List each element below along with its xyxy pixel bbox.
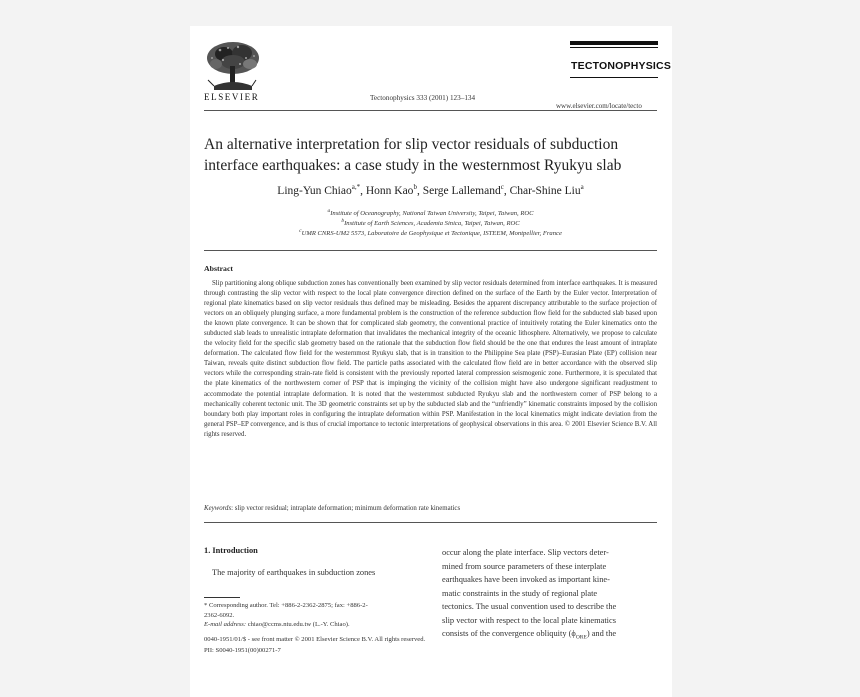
journal-brand-rules: [570, 41, 658, 48]
author-name: Honn Kao: [365, 184, 414, 197]
affiliation-mark: b: [341, 218, 345, 224]
author-list: [204, 183, 657, 197]
author-affiliation-mark: b: [413, 183, 417, 191]
email-address[interactable]: chiao@ccms.ntu.edu.tw (L.-Y. Chiao).: [246, 621, 350, 629]
footnote-line: 2362-6092.: [204, 611, 235, 619]
author-name: Char-Shine Liu: [509, 184, 581, 197]
article-title-line: interface earthquakes: a case study in the westernmost Ryukyu slab: [204, 157, 622, 174]
body-line-text: consists of the convergence obliquity (ϕ: [442, 629, 576, 638]
affiliation: [204, 228, 657, 237]
journal-brand-underline: [570, 77, 658, 78]
body-line: mined from source parameters of these interplate: [442, 561, 607, 571]
body-line: occur along the plate interface. Slip vectors deter-: [442, 548, 609, 557]
article-title: [204, 134, 657, 176]
affiliation-text: Institute of Oceanography, National Taiwan University, Taipei, Taiwan, ROC: [330, 210, 534, 218]
author-affiliation-mark: a: [580, 183, 584, 191]
author-separator: ,: [360, 184, 366, 197]
journal-citation: Tectonophysics 333 (2001) 123–134: [370, 94, 476, 102]
body-line: matic constraints in the study of regional plate: [442, 588, 598, 598]
footnote-corresponding: [204, 601, 419, 630]
author-affiliation-mark: a,*: [351, 183, 361, 191]
body-line: tectonics. The usual convention used to describe the: [442, 602, 617, 611]
journal-url[interactable]: www.elsevier.com/locate/tecto: [556, 102, 642, 110]
left-column: [204, 546, 419, 580]
footnote-email: [204, 620, 419, 630]
intro-paragraph-start: The majority of earthquakes in subduction zones: [212, 568, 376, 577]
affiliation-text: UMR CNRS-UM2 5573, Laboratoire de Geophysique et Tectonique, ISTEEM, Montpellier, France: [301, 230, 562, 238]
body-line: earthquakes have been invoked as important kine-: [442, 575, 610, 584]
author-name: Ling-Yun Chiao: [277, 184, 352, 197]
author-separator: ,: [503, 184, 510, 197]
header-divider: [204, 110, 657, 111]
article-title-line: An alternative interpretation for slip vector residuals of subduction: [204, 136, 619, 153]
body-line: [442, 627, 657, 645]
email-label: E-mail address:: [204, 621, 247, 629]
affiliation: [204, 208, 657, 217]
abstract-bottom-divider: [204, 522, 657, 523]
obliquity-subscript: ORE: [575, 634, 587, 641]
front-matter-line: 0040-1951/01/$ - see front matter © 2001 Elsevier Science B.V. All rights reserved.: [204, 636, 426, 643]
abstract-heading: Abstract: [204, 264, 234, 273]
body-line: slip vector with respect to the local plate kinematics: [442, 615, 616, 625]
pii-line: PII: S0040-1951(00)00271-7: [204, 647, 281, 654]
author-separator: ,: [416, 184, 423, 197]
paper-page: [190, 26, 672, 697]
journal-name: TECTONOPHYSICS: [571, 60, 672, 72]
author-name: Serge Lallemand: [422, 184, 501, 197]
publisher-name: ELSEVIER: [204, 92, 260, 102]
keywords-label: Keywords: [204, 505, 232, 512]
abstract-body: Slip partitioning along oblique subduction zones has conventionally been examined by slip vector residuals determined from interface earthquakes. It is measured through contrasting the slip vector with respect to the local plate convergence direction defined on the surface of the Earth by the Euler vector. Interpretation of regional plate kinematics based on slip vector residuals thus defined may be misleading. Besides the apparent discrepancy attributable to the surface projection of vectors on an obliquely plunging surface, a more fundamental problem is the construction of the reference subduction flow field for the subducted slab based upon the known plate convergence. It can be shown that for complicated slab geometry, the conventional practice of intuitively rotating the Euler kinematics onto the subducted slab leads to unrealistic intraplate deformation that invalidates the mechanical integrity of the oceanic lithosphere. Alternatively, we propose to calculate the velocity field for the specific slab geometry based on the rationale that the subduction flow field should be the one that endures the least amount of intraplate deformation. The calculated flow field for the westernmost Ryukyu slab, that is in transition to the Philippine Sea plate (PSP)–Eurasian Plate (EP) collision near Taiwan, reveals quite distinct subduction flow field. The particle paths associated with the calculated flow field are in better accordance with the observed slip vectors while the corresponding strain-rate field is consistent with the previously reported lateral compression seismogenic zone. Furthermore, it is speculated that the plate kinematics of the northwestern corner of PSP that is impinging the vicinity of the collision might have also undergone significant readjustment to accommodate the potential intraplate deformation. It is noted that the westernmost subducted Ryukyu slab and the northwestern corner of PSP belong to a mechanically coherent tectonic unit. The 3D geometric constraints set up by the subducted slab and the “unfriendly” kinematic constraints imposed by the collision boundary both play important roles in configuring the intraplate deformation within PSP. Manifestation in the local kinematics might indicate deviation from the general PSP–EP convergence, and is thus of crucial importance to tectonic interpretations of geophysical observations in this area. © 2001 Elsevier Science B.V. All rights reserved.: [204, 280, 657, 438]
affiliation-mark: c: [299, 228, 302, 234]
author-affiliation-mark: c: [500, 183, 504, 191]
keywords: [204, 505, 657, 512]
footnote-line: * Corresponding author. Tel: +886-2-2362-2875; fax: +886-2-: [204, 602, 368, 609]
affiliation: [204, 218, 657, 227]
affiliation-text: Institute of Earth Sciences, Academia Sinica, Taipei, Taiwan, ROC: [344, 220, 520, 228]
body-line-text: ) and the: [586, 629, 617, 638]
keywords-text: : slip vector residual; intraplate deformation; minimum deformation rate kinematics: [231, 505, 461, 512]
abstract-top-divider: [204, 250, 657, 251]
section-heading: 1. Introduction: [204, 546, 258, 555]
affiliation-mark: a: [327, 208, 331, 214]
right-column: [442, 546, 657, 645]
footnote-divider: [204, 597, 240, 598]
